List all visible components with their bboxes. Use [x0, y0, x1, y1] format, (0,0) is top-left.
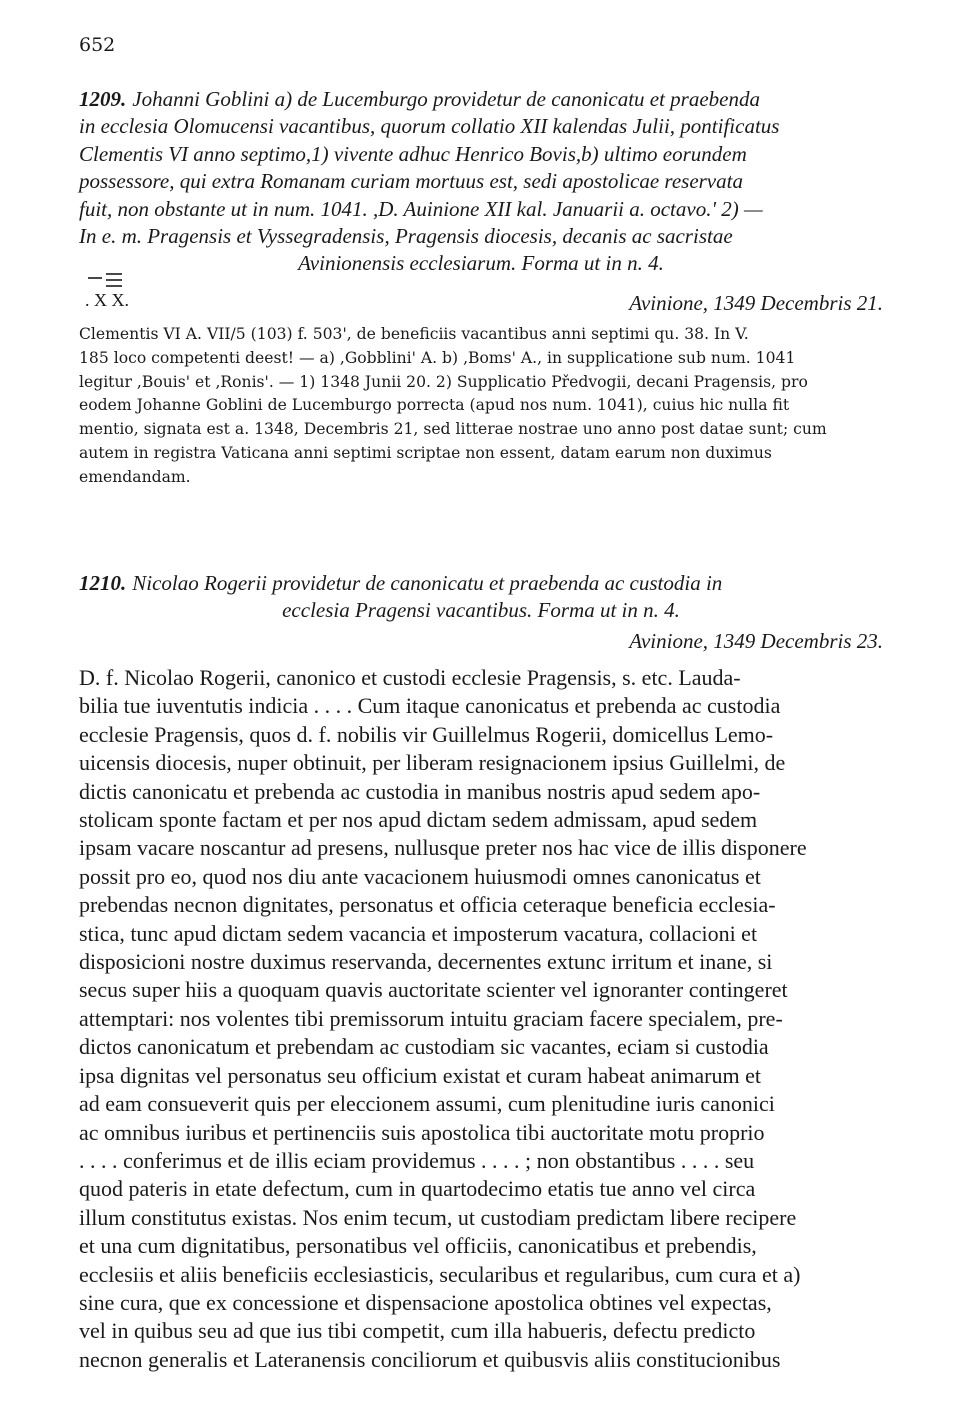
body-line: et una cum dignitatibus, personatibus vel officiis, canonicatibus et prebendis, — [79, 1233, 757, 1259]
body-line: prebendas necnon dignitates, personatus et officia ceteraque beneficia ecclesia- — [79, 892, 776, 918]
body-line: disposicioni nostre duximus reservanda, decernentes extunc irritum et inane, si — [79, 949, 773, 975]
body-line: sine cura, que ex concessione et dispensacione apostolica obtines vel expectas, — [79, 1289, 772, 1315]
dateline-1210: Avinione, 1349 Decembris 23. — [629, 629, 883, 653]
document-number: 1209. — [79, 87, 127, 111]
body-line: ipsam vacare noscantur ad presens, nullusque preter nos hac vice de illis disponere — [79, 835, 807, 861]
regest-line: Avinionensis ecclesiarum. Forma ut in n. 4. — [298, 251, 664, 276]
body-line: stica, tunc apud dictam sedem vacancia et imposterum vacatura, collacioni et — [79, 920, 758, 946]
note-line: eodem Johanne Goblini de Lucemburgo porrecta (apud nos num. 1041), cuius hic nulla fit — [79, 396, 790, 415]
regest-line: 1210. Nicolao Rogerii providetur de canonicatu et praebenda ac custodia in — [79, 571, 723, 595]
regest-line: 1209. Johanni Goblini a) de Lucemburgo providetur de canonicatu et praebenda — [79, 87, 760, 111]
body-line: dictos canonicatum et prebendam ac custodiam sic vacantes, eciam si custodia — [79, 1034, 769, 1060]
document-body-1210 — [79, 664, 883, 1374]
body-line: ac omnibus iuribus et pertinenciis suis apostolica tibi auctoritate motu proprio — [79, 1119, 765, 1145]
body-line: uicensis diocesis, nuper obtinuit, per liberam resignacionem ipsius Guillelmi, de — [79, 750, 786, 776]
note-line: 185 loco competenti deest! — a) ,Gobblini' A. b) ,Boms' A., in supplicatione sub num. 1041 — [79, 348, 796, 367]
note-line: autem in registra Vaticana anni septimi scriptae non essent, datam earum non duximus — [79, 443, 772, 462]
body-line: secus super hiis a quoquam quavis auctoritate scienter vel ignoranter contingeret — [79, 977, 788, 1003]
regest-line: in ecclesia Olomucensi vacantibus, quorum collatio XII kalendas Julii, pontificatus — [79, 114, 780, 139]
body-line: stolicam sponte factam et per nos apud dictam sedem admissam, apud sedem — [79, 807, 758, 833]
regest-line: In e. m. Pragensis et Vyssegradensis, Pragensis diocesis, decanis ac sacristae — [79, 224, 733, 249]
body-line: necnon generalis et Lateranensis conciliorum et quibusvis aliis constitucionibus — [79, 1346, 781, 1372]
dateline-1209: Avinione, 1349 Decembris 21. — [629, 291, 883, 315]
regest-1209 — [79, 86, 883, 278]
body-line: ad eam consueverit quis per eleccionem assumi, cum plenitudine iuris canonici — [79, 1091, 775, 1117]
body-line: bilia tue iuventutis indicia . . . . Cum itaque canonicatus et prebenda ac custodia — [79, 693, 781, 719]
body-line: possit pro eo, quod nos diu ante vacacionem huiusmodi omnes canonicatus et — [79, 863, 761, 889]
body-line: dictis canonicatu et prebenda ac custodia in manibus nostris apud sedem apo- — [79, 778, 761, 804]
body-line: vel in quibus seu ad que ius tibi competit, cum illa habueris, defectu predicto — [79, 1318, 756, 1344]
document-number: 1210. — [79, 571, 127, 595]
regest-line: possessore, qui extra Romanam curiam mortuus est, sedi apostolicae reservata — [79, 169, 743, 194]
regest-line: fuit, non obstante ut in num. 1041. ,D. Auinione XII kal. Januarii a. octavo.' 2) — — [79, 196, 763, 221]
regest-line: Clementis VI anno septimo,1) vivente adhuc Henrico Bovis,b) ultimo eorundem — [79, 141, 747, 166]
note-line: Clementis VI A. VII/5 (103) f. 503', de beneficiis vacantibus anni septimi qu. 38. In V. — [79, 325, 749, 343]
body-line: illum constitutus existas. Nos enim tecum, ut custodiam predictam libere recipere — [79, 1204, 797, 1230]
note-line: emendandam. — [79, 467, 191, 486]
note-line: mentio, signata est a. 1348, Decembris 21, sed litterae nostrae uno anno post datae sunt; cum — [79, 420, 827, 439]
page-number: 652 — [79, 34, 116, 56]
body-line: attemptari: nos volentes tibi premissorum intuitu graciam facere specialem, pre- — [79, 1005, 783, 1031]
registry-sign: . X X. — [85, 290, 129, 310]
body-line: ecclesie Pragensis, quos d. f. nobilis vir Guillelmus Rogerii, domicellus Lemo- — [79, 721, 774, 747]
notes-1209 — [79, 323, 883, 490]
body-line: ecclesiis et aliis beneficiis ecclesiasticis, secularibus et regularibus, cum cura et a) — [79, 1261, 801, 1287]
note-line: legitur ,Bouis' et ,Ronis'. — 1) 1348 Junii 20. 2) Supplicatio Předvogii, decani Pragensis, pro — [79, 372, 808, 391]
body-line: D. f. Nicolao Rogerii, canonico et custodi ecclesie Pragensis, s. etc. Lauda- — [79, 665, 741, 690]
body-line: . . . . conferimus et de illis eciam providemus . . . . ; non obstantibus . . . . seu — [79, 1147, 755, 1173]
regest-line: ecclesia Pragensi vacantibus. Forma ut in n. 4. — [282, 598, 680, 623]
regest-1210 — [79, 570, 883, 625]
body-line: ipsa dignitas vel personatus seu officium existat et curam habeat animarum et — [79, 1062, 761, 1088]
body-line: quod pateris in etate defectum, cum in quartodecimo etatis tue anno vel circa — [79, 1176, 756, 1202]
